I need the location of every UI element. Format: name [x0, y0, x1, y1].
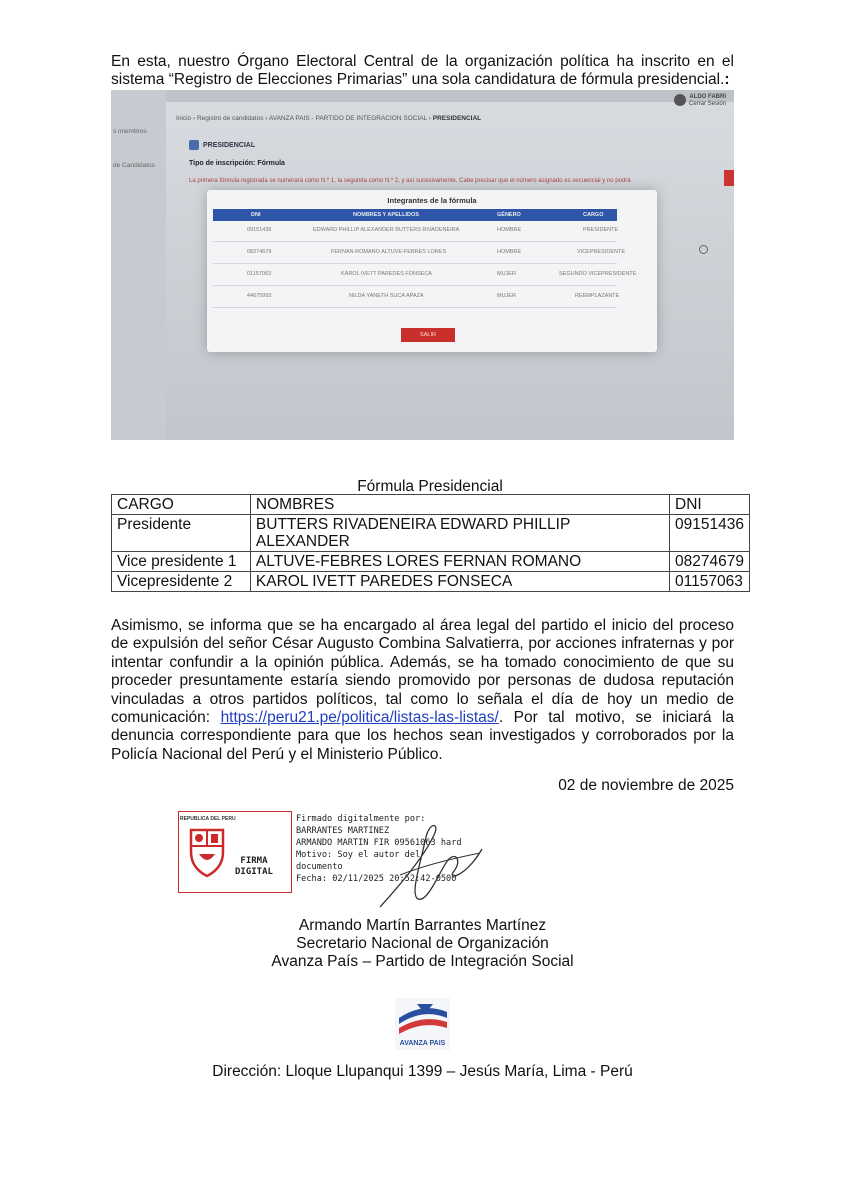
modal-cell: MUJER [497, 271, 516, 277]
modal-header-cell: CARGO [583, 212, 604, 218]
modal-cell: SEGUNDO VICEPRESIDENTE [559, 271, 637, 277]
photo-instruction: La primera fórmula registrada se numerará como N.º 1, la segunda como N.º 2, y así sucesivamente. Cabe precisar que el número asignado es secuencial y no podrá [189, 178, 631, 184]
modal-header-cell: DNI [251, 212, 261, 218]
table-cell: Vice presidente 1 [112, 552, 251, 572]
photo-sidebar-item: s miembros [113, 128, 147, 135]
modal-cell: FERNAN ROMANO ALTUVE-FEBRES LORES [331, 249, 447, 255]
document-date: 02 de noviembre de 2025 [558, 777, 734, 794]
table-header-cell: DNI [670, 495, 750, 515]
modal-cell: 09151436 [247, 227, 272, 233]
digital-signature-seal [178, 811, 292, 893]
embedded-screenshot [111, 90, 734, 440]
modal-table-row [213, 265, 637, 286]
signer-organization: Avanza País – Partido de Integración Social [271, 953, 574, 970]
modal-cell: KAROL IVETT PAREDES FONSECA [341, 271, 432, 277]
modal-cell: HOMBRE [497, 249, 522, 255]
signer-name: Armando Martín Barrantes Martínez [298, 917, 547, 934]
modal-header-cell: NOMBRES Y APELLIDOS [353, 212, 419, 218]
body-paragraph: Asimismo, se informa que se ha encargado al área legal del partido el inicio del proceso de expulsión del señor César Augusto Combina Salvatierra, por acciones infraternas y por intentar confundir a la opinión pública. Además, se ha tomado conocimiento de que su proceder presuntamente estaría siendo promovido por personas de dudosa reputación vinculadas a otros partidos políticos, tal como lo señala el día de hoy un medio de comunicación: https://peru21.pe/politica/listas-las-listas/. Por tal motivo, se iniciará la denuncia correspondiente para que los hechos sean investigados y corroborados por la Policía Nacional del Perú y el Ministerio Público. [111, 617, 734, 763]
signature-details: Firmado digitalmente por: BARRANTES MARTINEZ ARMANDO MARTIN FIR 09561063 hard Motivo: Soy el autor del documento Fecha: 02/11/2025 20:52:42-0500 [296, 814, 462, 885]
news-link[interactable]: https://peru21.pe/politica/listas-las-listas/ [220, 709, 499, 727]
formula-table [111, 494, 750, 592]
photo-breadcrumb: Inicio › Registro de candidatos › AVANZA PAIS - PARTIDO DE INTEGRACION SOCIAL › PRESIDENCIAL [176, 115, 482, 122]
modal-cell: 44675993 [247, 293, 272, 299]
modal-table-row [213, 221, 617, 242]
table-row [112, 515, 750, 552]
coat-of-arms-icon [185, 826, 229, 878]
table-cell: ALTUVE-FEBRES LORES FERNAN ROMANO [250, 552, 669, 572]
photo-topbar [111, 90, 734, 102]
modal-title: Integrantes de la fórmula [387, 196, 477, 205]
table-header-row [112, 495, 750, 515]
modal-cell: HOMBRE [497, 227, 522, 233]
seal-ring-text: REPUBLICA DEL PERU [180, 816, 236, 822]
seal-label: FIRMA DIGITAL [235, 856, 273, 877]
gear-icon [699, 245, 708, 254]
table-row [112, 572, 750, 592]
handwritten-signature [370, 815, 490, 915]
modal-cell: PRESIDENTE [583, 227, 619, 233]
modal-cell: 08274679 [247, 249, 272, 255]
table-cell: KAROL IVETT PAREDES FONSECA [250, 572, 669, 592]
table-header-cell: NOMBRES [250, 495, 669, 515]
intro-paragraph: En esta, nuestro Órgano Electoral Central de la organización política ha inscrito en el sistema “Registro de Elecciones Primarias” una sola candidatura de fórmula presidencial.: [111, 53, 734, 89]
signer-role: Secretario Nacional de Organización [296, 935, 549, 952]
photo-user: ALDO FABRI Cerrar Sesión [688, 94, 726, 107]
modal-table-row [213, 287, 620, 308]
table-cell: Vicepresidente 2 [112, 572, 251, 592]
photo-section-title: PRESIDENCIAL [203, 142, 256, 149]
modal-cell: MUJER [497, 293, 516, 299]
table-cell: 09151436 [670, 515, 750, 552]
table-header-cell: CARGO [112, 495, 251, 515]
photo-sidebar [111, 90, 166, 440]
modal-table-row [213, 243, 625, 264]
table-cell: Presidente [112, 515, 251, 552]
table-row [112, 552, 750, 572]
modal-cell: EDWARD PHILLIP ALEXANDER BUTTERS RIVADENEIRA [313, 227, 460, 233]
user-avatar-icon [674, 94, 686, 106]
table-cell: BUTTERS RIVADENEIRA EDWARD PHILLIP ALEXANDER [250, 515, 669, 552]
logo-text: AVANZA PAIS [399, 1040, 446, 1047]
modal-cell: REEMPLAZANTE [575, 293, 620, 299]
table-cell: 08274679 [670, 552, 750, 572]
party-logo [395, 998, 450, 1050]
section-icon [189, 140, 199, 150]
modal-cell: VICEPRESIDENTE [577, 249, 625, 255]
photo-sidebar-item: de Candidatos [113, 162, 155, 169]
modal-exit-button: SALIR [401, 328, 455, 342]
table-cell: 01157063 [670, 572, 750, 592]
photo-tipo: Tipo de inscripción: Fórmula [189, 160, 285, 167]
table-caption: Fórmula Presidencial [357, 478, 503, 495]
modal-header-cell: GÉNERO [497, 212, 521, 218]
address-footer: Dirección: Lloque Llupanqui 1399 – Jesús María, Lima - Perú [212, 1063, 633, 1080]
modal-table-header [213, 209, 617, 221]
modal-cell: NILDA YANETH SUCA APAZA [349, 293, 424, 299]
photo-modal [207, 190, 657, 352]
photo-red-button [724, 170, 734, 186]
modal-cell: 01157063 [247, 271, 272, 277]
